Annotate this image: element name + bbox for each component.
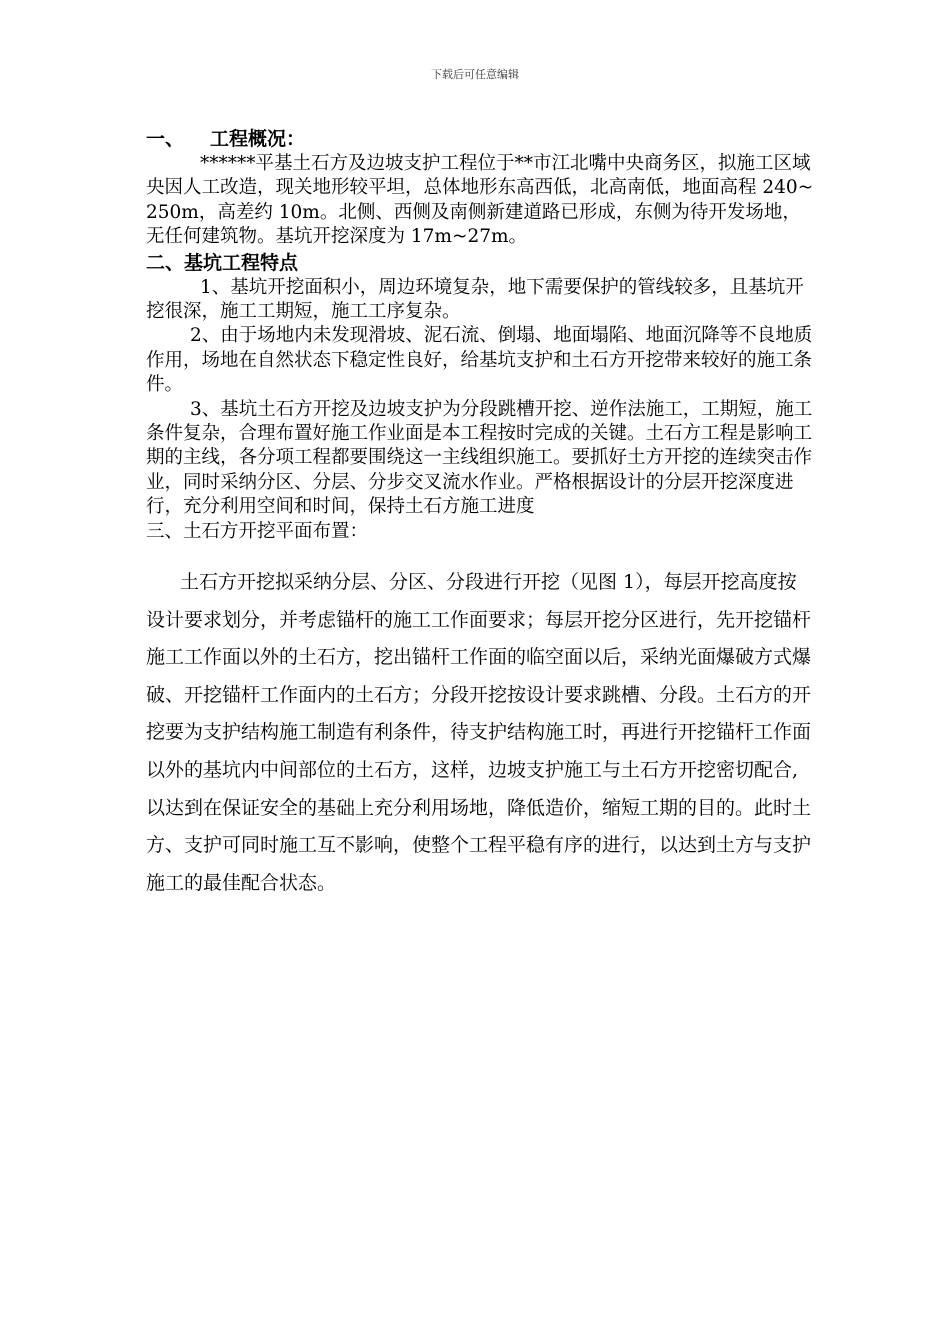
section-2-item-3: 3、基坑土石方开挖及边坡支护为分段跳槽开挖、逆作法施工，工期短，施工条件复杂，合理布置好施工作业面是本工程按时完成的关键。土石方工程是影响工期的主线，各分项工程都要围绕这一主线组织施工。要抓好土方开挖的连续突击作业，同时采纳分区、分层、分步交叉流水作业。严格根据设计的分层开挖深度进行，充分利用空间和时间，保持土石方施工进度 xyxy=(146,398,813,518)
section-2-item-1: 1、基坑开挖面积小，周边环境复杂，地下需要保护的管线较多，且基坑开挖很深，施工工期短，施工工序复杂。 xyxy=(146,276,804,323)
section-1-heading xyxy=(146,126,814,152)
section-1-paragraph: ******平基土石方及边坡支护工程位于**市江北嘴中央商务区，拟施工区域央因人工改造，现关地形较平坦，总体地形东高西低，北高南低，地面高程 240~250m，高差约 10m。北侧、西侧及南侧新建道路已形成，东侧为待开发场地，无任何建筑物。基坑开挖深度为 17m~27m。 xyxy=(146,153,814,248)
section-3-paragraph: 土石方开挖拟采纳分层、分区、分段进行开挖（见图 1），每层开挖高度按设计要求划分，并考虑锚杆的施工工作面要求；每层开挖分区进行，先开挖锚杆施工工作面以外的土石方，挖出锚杆工作面的临空面以后，采纳光面爆破方式爆破、开挖锚杆工作面内的土石方；分段开挖按设计要求跳槽、分段。土石方的开挖要为支护结构施工制造有利条件，待支护结构施工时，再进行开挖锚杆工作面以外的基坑内中间部位的土石方，这样，边坡支护施工与土石方开挖密切配合,以达到在保证安全的基础上充分利用场地，降低造价，缩短工期的目的。此时土方、支护可同时施工互不影响，使整个工程平稳有序的进行，以达到土方与支护施工的最佳配合状态。 xyxy=(146,571,812,894)
section-2-item-2: 2、由于场地内未发现滑坡、泥石流、倒塌、地面塌陷、地面沉降等不良地质作用，场地在自然状态下稳定性良好，给基坑支护和土石方开挖带来较好的施工条件。 xyxy=(146,325,813,396)
section-1-title: 工程概况： xyxy=(210,128,306,150)
section-3-heading: 三、土石方开挖平面布置： xyxy=(146,520,369,542)
page-header-note: 下载后可任意编辑 xyxy=(431,68,519,81)
document-body xyxy=(146,126,814,921)
section-2-heading: 二、基坑工程特点 xyxy=(146,251,299,274)
section-1-number: 一、 xyxy=(146,128,185,150)
